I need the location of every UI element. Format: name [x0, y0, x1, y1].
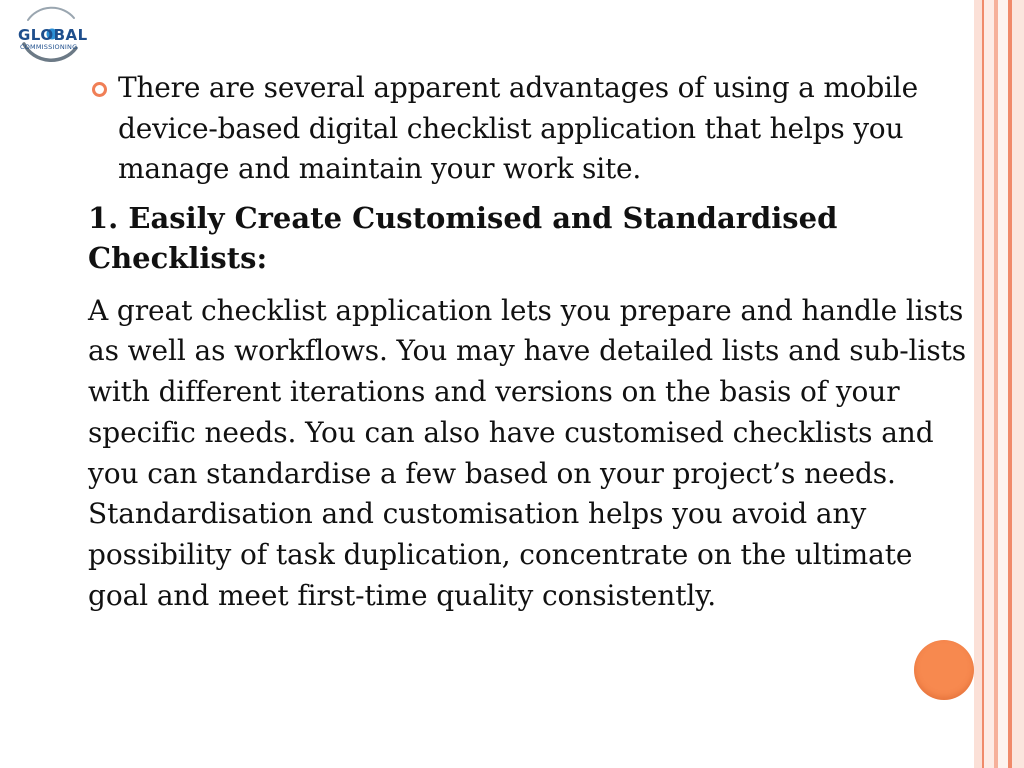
- global-commissioning-logo: [14, 4, 90, 70]
- logo-main-text: GLOBAL: [18, 26, 88, 44]
- ring-bullet-icon: [92, 82, 107, 97]
- bullet-text: There are several apparent advantages of using a mobile device-based digital checklist application that helps you manage and maintain your work site.: [118, 71, 918, 185]
- stripe: [984, 0, 994, 768]
- logo-sub-text: COMMISSIONING: [20, 43, 78, 51]
- orange-circle-decoration: [914, 640, 974, 700]
- stripe: [1012, 0, 1024, 768]
- slide-content: [88, 68, 968, 617]
- body-paragraph: A great checklist application lets you prepare and handle lists as well as workflows. You may have detailed lists and sub-lists with different iterations and versions on the basis of your specific needs. You can also have customised checklists and you can standardise a few based on your project’s needs. Standardisation and customisation helps you avoid any possibility of task duplication, concentrate on the ultimate goal and meet first-time quality consistently.: [88, 293, 967, 613]
- stripe: [998, 0, 1008, 768]
- section-heading: 1. Easily Create Customised and Standardised Checklists:: [88, 200, 838, 275]
- stripe: [974, 0, 982, 768]
- bullet-item: [88, 68, 968, 190]
- right-decorative-stripes: [974, 0, 1024, 768]
